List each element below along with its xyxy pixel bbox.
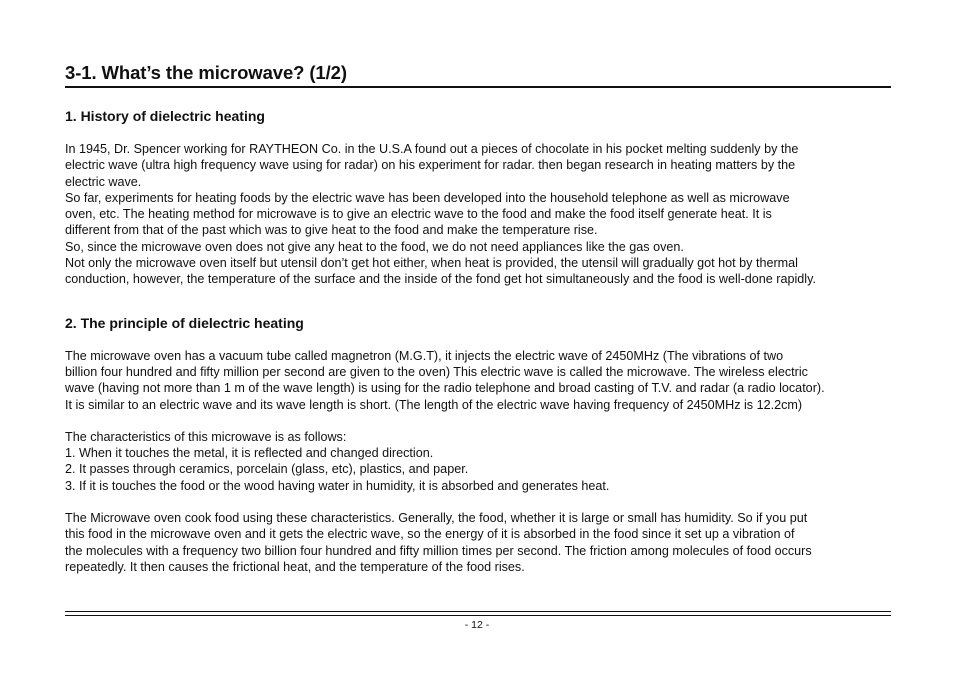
- page-title: 3-1. What’s the microwave? (1/2): [65, 62, 891, 88]
- document-page: [65, 62, 891, 575]
- paragraph-history: In 1945, Dr. Spencer working for RAYTHEON Co. in the U.S.A found out a pieces of chocolate in his pocket melting suddenly by the electric wave (ultra high frequency wave using for radar) on his experiment for radar. then began research in heating matters by the electric wave. So far, experiments for heating foods by the electric wave has been developed into the household telephone as well as microwave oven, etc. The heating method for microwave is to give an electric wave to the food and make the food itself generate heat. It is different from that of the past which was to give heat to the food and make the temperature rise. So, since the microwave oven does not give any heat to the food, we do not need appliances like the gas oven. Not only the microwave oven itself but utensil don’t get hot either, when heat is provided, the utensil will gradually got hot by thermal conduction, however, the temperature of the surface and the inside of the fond get hot simultaneously and the food is well-done rapidly.: [65, 142, 816, 287]
- paragraph-characteristics: The characteristics of this microwave is as follows: 1. When it touches the metal, it is reflected and changed direction. 2. It passes through ceramics, porcelain (glass, etc), plastics, and paper. 3. If it is touches the food or the wood having water in humidity, it is absorbed and generates heat.: [65, 429, 610, 493]
- footer-divider: [65, 611, 891, 616]
- paragraph-cooking: The Microwave oven cook food using these characteristics. Generally, the food, whether it is large or small has humidity. So if you put this food in the microwave oven and it gets the electric wave, so the energy of it is absorbed in the food since it set up a vibration of the molecules with a frequency two billion four hundred and fifty million times per second. The friction among molecules of food occurs repeatedly. It then causes the frictional heat, and the temperature of the food rises.: [65, 511, 812, 574]
- paragraph-principle: The microwave oven has a vacuum tube called magnetron (M.G.T), it injects the electric wave of 2450MHz (The vibrations of two billion four hundred and fifty million per second are given to the oven) This electric wave is called the microwave. The wireless electric wave (having not more than 1 m of the wave length) is using for the radio telephone and broad casting of T.V. and radar (a radio locator). It is similar to an electric wave and its wave length is short. (The length of the electric wave having frequency of 2450MHz is 12.2cm): [65, 348, 825, 412]
- section-heading-history: 1. History of dielectric heating: [65, 108, 265, 124]
- page-number: - 12 -: [464, 619, 490, 631]
- section-heading-principle: 2. The principle of dielectric heating: [65, 314, 304, 331]
